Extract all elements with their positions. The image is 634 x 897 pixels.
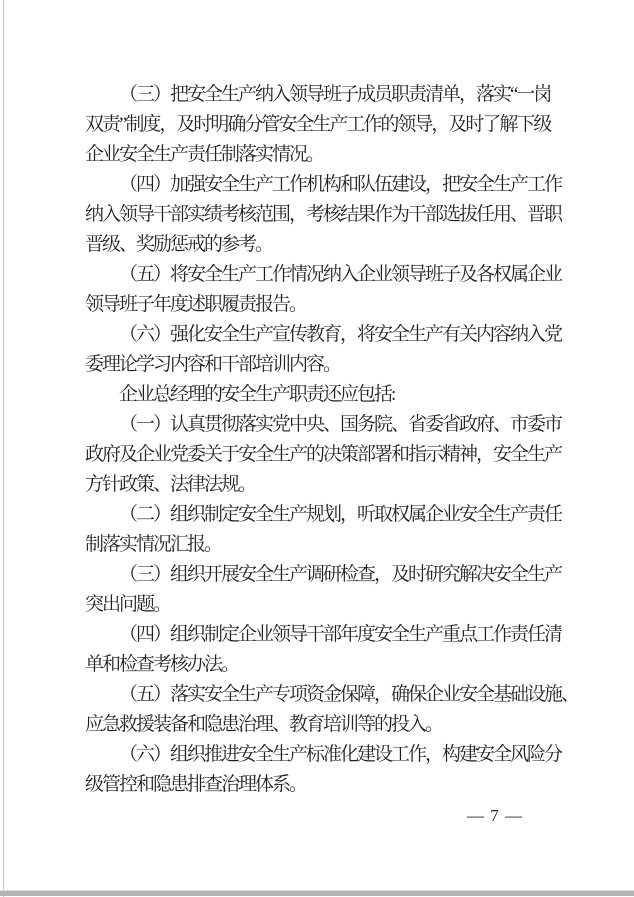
- paragraph: [85, 620, 571, 680]
- scan-edge-bottom-band: [0, 890, 634, 896]
- text-line: 单和检查考核办法。: [85, 654, 239, 675]
- scan-edge-left-line: [3, 0, 4, 897]
- text-line: （五）将安全生产工作情况纳入企业领导班子及各权属企业: [119, 264, 562, 285]
- text-line: （六）强化安全生产宣传教育，将安全生产有关内容纳入党: [119, 324, 562, 345]
- paragraph: [85, 260, 571, 320]
- paragraph: [85, 680, 579, 740]
- text-line: （三）组织开展安全生产调研检查，及时研究解决安全生产: [119, 564, 562, 585]
- text-line: 双责”制度，及时明确分管安全生产工作的领导，及时了解下级: [85, 114, 551, 135]
- text-line: 制落实情况汇报。: [85, 534, 222, 555]
- text-line: （六）组织推进安全生产标准化建设工作，构建安全风险分: [119, 744, 562, 765]
- text-line: （四）组织制定企业领导干部年度安全生产重点工作责任清: [119, 624, 562, 645]
- paragraph: [85, 740, 571, 800]
- page-number: — 7 —: [467, 806, 523, 825]
- text-line: （二）组织制定安全生产规划，听取权属企业安全生产责任: [119, 504, 562, 525]
- text-line: 政府及企业党委关于安全生产的决策部署和指示精神，安全生产: [85, 444, 562, 465]
- text-line: （五）落实安全生产专项资金保障，确保企业安全基础设施、: [119, 684, 579, 705]
- text-line: 领导班子年度述职履责报告。: [85, 294, 307, 315]
- text-line: （一）认真贯彻落实党中央、国务院、省委省政府、市委市: [119, 414, 562, 435]
- text-line: 企业安全生产责任制落实情况。: [85, 144, 324, 165]
- text-line: 突出问题。: [85, 594, 171, 615]
- text-line: 晋级、奖励惩戒的参考。: [85, 234, 273, 255]
- text-line: 企业总经理的安全生产职责还应包括:: [119, 384, 395, 405]
- text-line: （三）把安全生产纳入领导班子成员职责清单，落实“一岗: [119, 84, 551, 105]
- text-line: （四）加强安全生产工作机构和队伍建设，把安全生产工作: [119, 174, 562, 195]
- paragraph: [85, 500, 571, 560]
- text-line: 方针政策、法律法规。: [85, 474, 256, 495]
- text-line: 委理论学习内容和干部培训内容。: [85, 354, 341, 375]
- paragraph: [85, 560, 571, 620]
- document-body: [85, 80, 579, 800]
- paragraph: [85, 380, 571, 410]
- paragraph: [85, 320, 571, 380]
- paragraph: [85, 170, 571, 260]
- text-line: 纳入领导干部实绩考核范围，考核结果作为干部选拔任用、晋职: [85, 204, 562, 225]
- text-line: 应急救援装备和隐患治理、教育培训等的投入。: [85, 714, 443, 735]
- paragraph: [85, 80, 571, 170]
- text-line: 级管控和隐患排查治理体系。: [85, 774, 307, 795]
- paragraph: [85, 410, 571, 500]
